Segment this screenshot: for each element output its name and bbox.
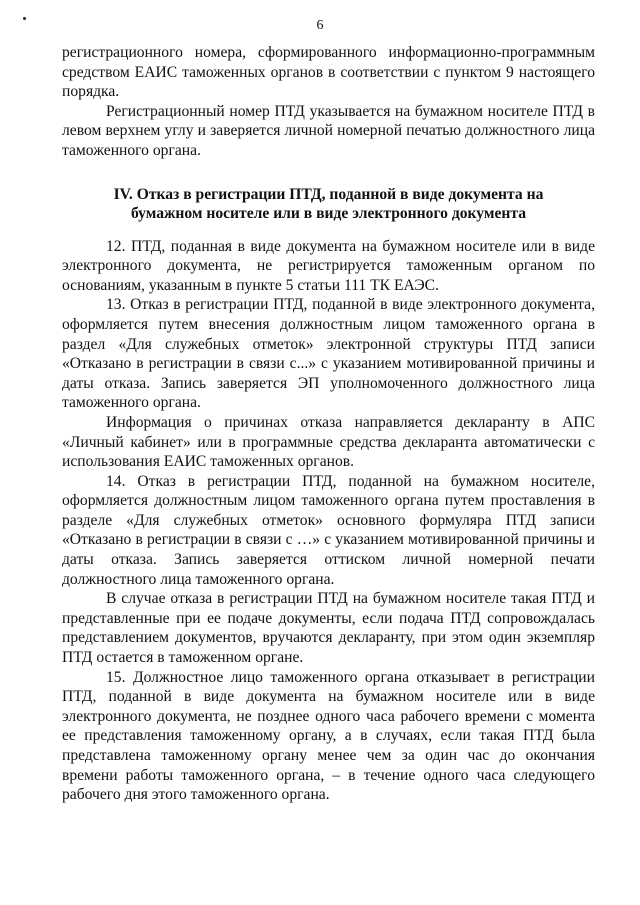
paragraph-refusal-info: Информация о причинах отказа направляется декларанту в АПС «Личный кабинет» или в программные средства декларанта автоматически с использования ЕАИС таможенных органов. (62, 413, 595, 471)
document-body (62, 43, 595, 805)
section-title: IV. Отказ в регистрации ПТД, поданной в виде документа на бумажном носителе или в виде электронного документа (113, 185, 544, 222)
paragraph-item-13: 13. Отказ в регистрации ПТД, поданной в виде электронного документа, оформляется путем внесения должностным лицом таможенного органа в раздел «Для служебных отметок» электронной структуры ПТД записи «Отказано в регистрации в связи с...» с указанием мотивированной причины и даты отказа. Запись заверяется ЭП уполномоченного должностного лица таможенного органа. (62, 296, 595, 412)
paragraph-continuation: регистрационного номера, сформированного информационно-программным средством ЕАИС таможенных органов в соответствии с пунктом 9 настоящего порядка. (62, 44, 595, 101)
paragraph-item-14: 14. Отказ в регистрации ПТД, поданной на бумажном носителе, оформляется должностным лицом таможенного органа путем проставления в разделе «Для служебных отметок» основного формуляра ПТД записи «Отказано в регистрации в связи с …» с указанием мотивированной причины и даты отказа. Запись заверяется оттиском личной номерной печати должностного лица таможенного органа. (62, 472, 595, 588)
page-number: 6 (316, 18, 324, 33)
paragraph-paper-refusal: В случае отказа в регистрации ПТД на бумажном носителе такая ПТД и представленные при ее подаче документы, если подача ПТД сопровождалась представлением документов, вручаются декларанту, при этом один экземпляр ПТД остается в таможенном органе. (62, 590, 595, 667)
paragraph-item-12: 12. ПТД, поданная в виде документа на бумажном носителе или в виде электронного документа, не регистрируется таможенным органом по основаниям, указанным в пункте 5 статьи 111 ТК ЕАЭС. (62, 237, 595, 294)
paragraph-registration-number: Регистрационный номер ПТД указывается на бумажном носителе ПТД в левом верхнем углу и заверяется личной номерной печатью должностного лица таможенного органа. (62, 102, 595, 159)
paragraph-item-15: 15. Должностное лицо таможенного органа отказывает в регистрации ПТД, поданной в виде документа на бумажном носителе или в виде электронного документа, не позднее одного часа рабочего времени с момента ее представления таможенному органу, а в случаях, если такая ПТД была представлена таможенному органу менее чем за один час до окончания времени работы таможенного органа, – в течение одного часа следующего рабочего дня этого таможенного органа. (62, 668, 595, 804)
